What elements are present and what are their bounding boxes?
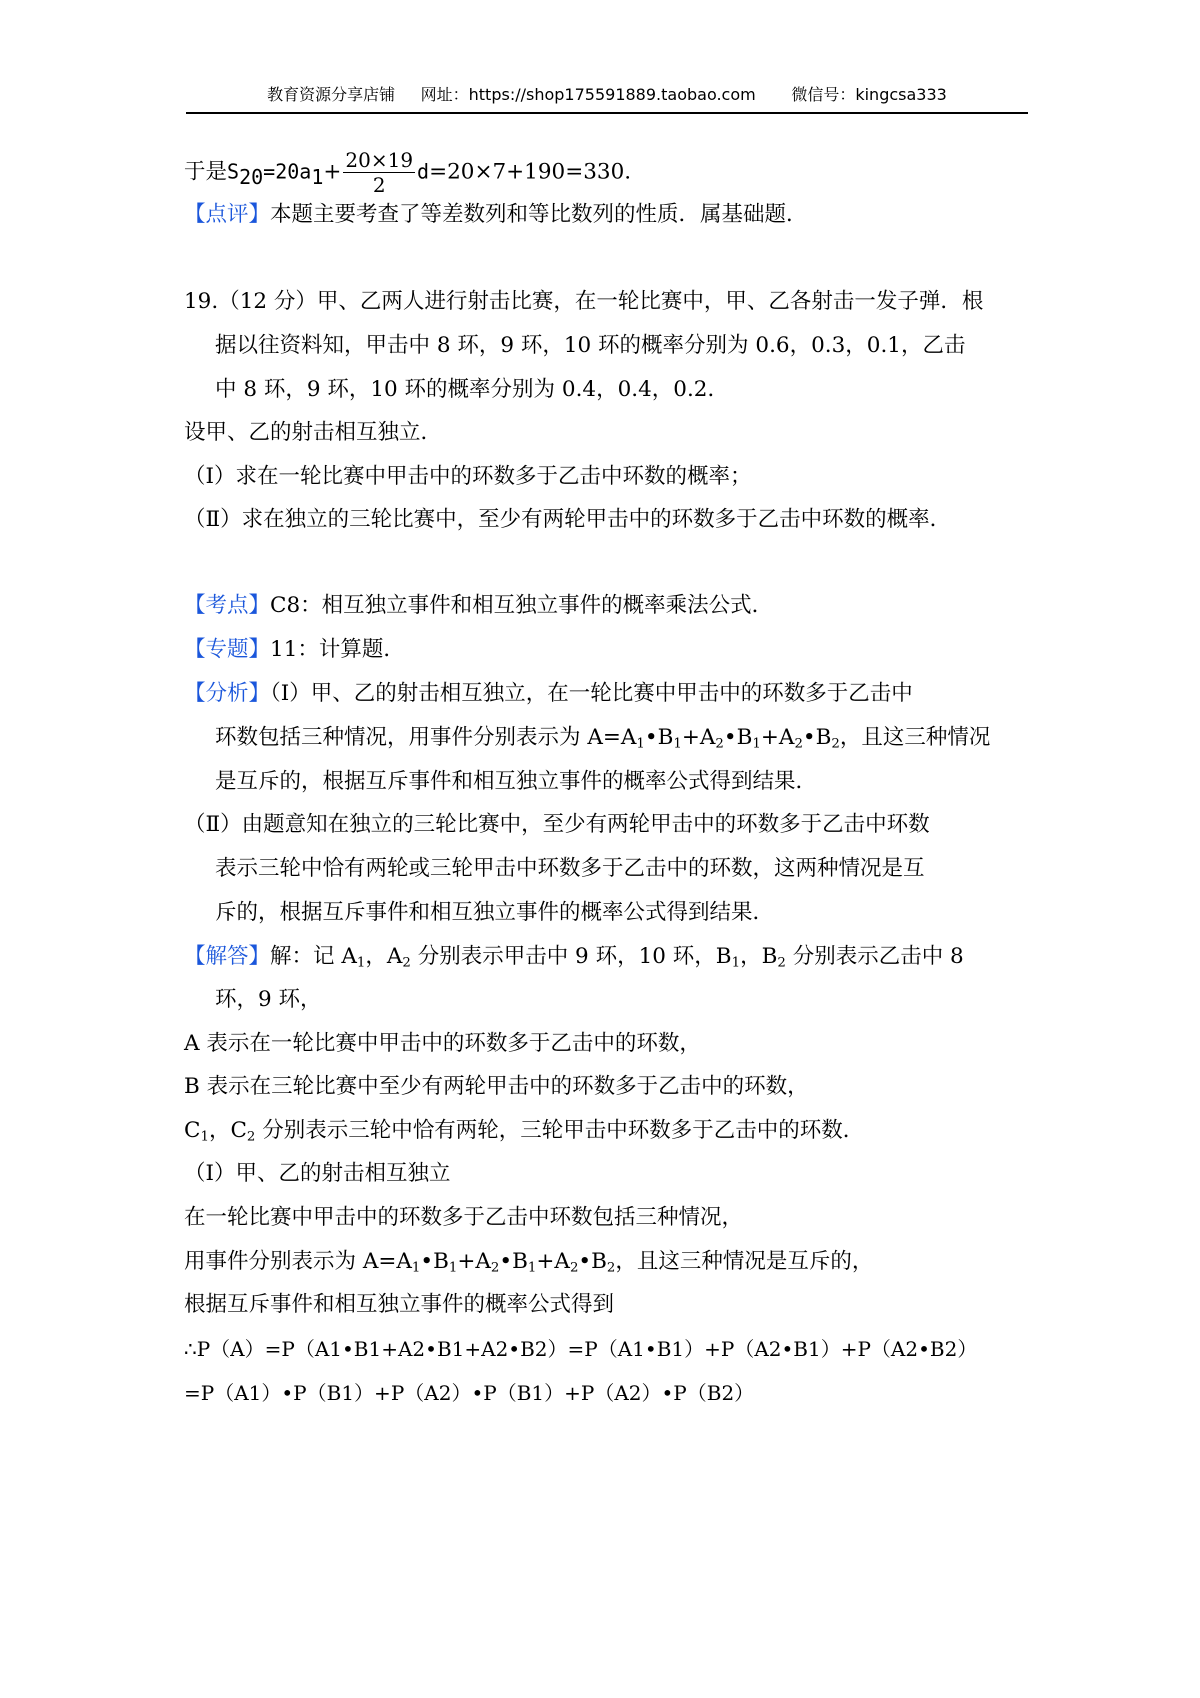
op: B	[815, 725, 832, 750]
sub: 2	[402, 955, 411, 971]
comment-text: 本题主要考查了等差数列和等比数列的性质．属基础题．	[270, 202, 808, 227]
jieda-line-7: 在一轮比赛中甲击中的环数多于乙击中环数包括三种情况，	[184, 1205, 744, 1230]
page-header	[186, 84, 1028, 114]
jieda: 用事件分别表示为 A=A	[184, 1249, 412, 1274]
jieda: 解：记 A	[270, 944, 357, 969]
fraction	[343, 148, 415, 197]
q19-part-2: （Ⅱ）求在独立的三轮比赛中，至少有两轮甲击中的环数多于乙击中环数的概率．	[184, 507, 952, 532]
op: •	[802, 725, 816, 750]
formula-prefix: 于是	[184, 159, 228, 185]
jieda-line-6: （Ⅰ）甲、乙的射击相互独立	[184, 1161, 451, 1186]
fenxi-line-2	[215, 723, 990, 753]
kaodian-line	[184, 591, 773, 621]
jieda: ，B	[740, 944, 778, 969]
jieda: ，A	[365, 944, 403, 969]
op: +	[457, 1249, 476, 1274]
sub: 1	[356, 955, 366, 971]
zhuanti-text: 11：计算题．	[270, 637, 405, 662]
kaodian-text: C8：相互独立事件和相互独立事件的概率乘法公式．	[270, 593, 774, 618]
jieda: 分别表示三轮中恰有两轮，三轮甲击中环数多于乙击中的环数．	[255, 1118, 865, 1143]
shop-name: 教育资源分享店铺	[267, 85, 396, 104]
q19-line-4: 设甲、乙的射击相互独立．	[184, 420, 443, 445]
sub: 2	[831, 736, 840, 752]
jieda-line-4: B 表示在三轮比赛中至少有两轮甲击中的环数多于乙击中的环数，	[184, 1074, 809, 1099]
site-label: 网址：	[420, 85, 469, 104]
q19-line-3: 中 8 环，9 环，10 环的概率分别为 0.4，0.4，0.2．	[215, 377, 729, 402]
op: B	[512, 1249, 528, 1274]
sub: 1	[448, 1260, 458, 1276]
fraction-numerator: 20×19	[345, 148, 414, 172]
op: B	[736, 725, 753, 750]
jieda-line-10: ∴P（A）=P（A1•B1+A2•B1+A2•B2）=P（A1•B1）+P（A2•B1）+P（A2•B2）	[184, 1337, 978, 1361]
jieda: 分别表示甲击中 9 环，10 环，B	[410, 944, 732, 969]
formula-s: S	[227, 159, 240, 184]
sub: 2	[794, 736, 803, 752]
op: •	[578, 1249, 592, 1274]
sub: 1	[200, 1129, 209, 1145]
op: •	[644, 725, 658, 750]
op: A	[699, 725, 716, 750]
formula-plus: +	[323, 159, 342, 185]
fenxi-text-1: （Ⅰ）甲、乙的射击相互独立，在一轮比赛中甲击中的环数多于乙击中	[270, 681, 913, 706]
formula-s-sub: 20	[239, 165, 264, 190]
fenxi-tag: 【分析】	[184, 681, 271, 706]
jieda: ，C	[208, 1118, 247, 1143]
jieda-tag: 【解答】	[184, 944, 271, 969]
fenxi-text-2b: ，且这三种情况	[839, 725, 991, 750]
wechat-label: 微信号：	[791, 85, 856, 104]
formula-eq: =20a	[263, 159, 312, 184]
fenxi-line-1	[184, 679, 913, 709]
zhuanti-line	[184, 635, 405, 665]
kaodian-tag: 【考点】	[184, 593, 271, 618]
op: •	[723, 725, 737, 750]
sum-formula-line	[184, 148, 631, 197]
fraction-denominator: 2	[372, 173, 386, 197]
sub: 1	[673, 736, 682, 752]
op: +	[536, 1249, 555, 1274]
sub: 2	[715, 736, 724, 752]
jieda-line-2: 环，9 环，	[215, 987, 322, 1012]
sub: 2	[490, 1260, 500, 1276]
fenxi-line-4: （Ⅱ）由题意知在独立的三轮比赛中，至少有两轮甲击中的环数多于乙击中环数	[184, 812, 930, 837]
op: +	[681, 725, 700, 750]
comment-tag: 【点评】	[184, 202, 271, 227]
op: •	[420, 1249, 434, 1274]
jieda: ，且这三种情况是互斥的，	[615, 1249, 874, 1274]
sub: 2	[246, 1129, 256, 1145]
formula-d: d	[417, 159, 430, 184]
jieda-line-1	[184, 942, 964, 972]
site-url[interactable]: https://shop175591889.taobao.com	[468, 85, 756, 104]
jieda: C	[184, 1118, 201, 1143]
sub: 1	[731, 955, 741, 971]
fenxi-line-5: 表示三轮中恰有两轮或三轮甲击中环数多于乙击中的环数，这两种情况是互	[215, 856, 925, 881]
fenxi-text-2a: 环数包括三种情况，用事件分别表示为 A=A	[215, 725, 637, 750]
sub: 1	[752, 736, 761, 752]
sub: 1	[527, 1260, 537, 1276]
zhuanti-tag: 【专题】	[184, 637, 271, 662]
op: B	[657, 725, 674, 750]
comment-line	[184, 200, 808, 230]
fenxi-line-3: 是互斥的，根据互斥事件和相互独立事件的概率公式得到结果．	[215, 769, 818, 794]
op: A	[778, 725, 795, 750]
op: B	[433, 1249, 449, 1274]
op: A	[554, 1249, 570, 1274]
q19-line-1: 19.（12 分）甲、乙两人进行射击比赛，在一轮比赛中，甲、乙各射击一发子弹．根	[184, 289, 984, 314]
formula-result: =20×7+190=330.	[429, 159, 632, 185]
jieda-line-11: =P（A1）•P（B1）+P（A2）•P（B1）+P（A2）•P（B2）	[184, 1381, 755, 1405]
op: +	[760, 725, 779, 750]
sub: 2	[777, 955, 786, 971]
op: B	[591, 1249, 607, 1274]
sub: 2	[606, 1260, 616, 1276]
op: •	[499, 1249, 513, 1274]
jieda-line-8	[184, 1247, 873, 1277]
sub: 2	[569, 1260, 579, 1276]
op: A	[475, 1249, 491, 1274]
sub: 1	[411, 1260, 421, 1276]
jieda-line-9: 根据互斥事件和相互独立事件的概率公式得到	[184, 1292, 615, 1317]
jieda: 分别表示乙击中 8	[785, 944, 964, 969]
sub: 1	[636, 736, 645, 752]
jieda-line-5	[184, 1116, 864, 1146]
formula-a-sub: 1	[311, 165, 324, 190]
q19-line-2: 据以往资料知，甲击中 8 环，9 环，10 环的概率分别为 0.6，0.3，0.1，乙击	[215, 333, 966, 358]
fenxi-line-6: 斥的，根据互斥事件和相互独立事件的概率公式得到结果．	[215, 900, 775, 925]
jieda-line-3: A 表示在一轮比赛中甲击中的环数多于乙击中的环数，	[184, 1031, 701, 1056]
q19-part-1: （Ⅰ）求在一轮比赛中甲击中的环数多于乙击中环数的概率；	[184, 464, 752, 489]
wechat-id: kingcsa333	[855, 85, 947, 104]
